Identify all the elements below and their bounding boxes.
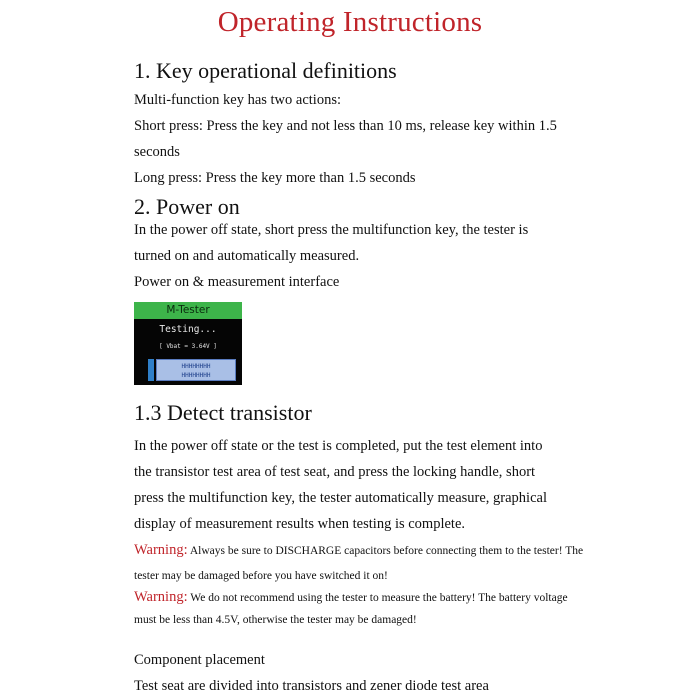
key-defs-line: seconds [134,144,180,160]
tester-screen-image [134,302,242,385]
warning-text: We do not recommend using the tester to measure the battery! The battery voltage [190,592,568,604]
power-on-line: Power on & measurement interface [134,274,340,290]
warning-text: Always be sure to DISCHARGE capacitors before connecting them to the tester! The [189,545,584,557]
power-on-line: turned on and automatically measured. [134,248,360,264]
section-heading-detect-transistor: 1.3 Detect transistor [134,400,312,425]
screen-status-text: Testing... [159,324,217,335]
warning-label: Warning: [134,589,188,605]
detect-line: the transistor test area of test seat, and press the locking handle, short [134,464,536,480]
section-heading-power-on: 2. Power on [134,194,240,219]
key-defs-line: Short press: Press the key and not less than 10 ms, release key within 1.5 [134,118,557,134]
screen-result-block [156,359,236,381]
page-title: Operating Instructions [217,6,483,38]
detect-line: display of measurement results when testing is complete. [134,516,466,532]
screen-vbat-readout: [ Vbat = 3.64V ] [159,343,217,350]
detect-line: In the power off state or the test is completed, put the test element into [134,438,543,454]
warning-label: Warning: [134,542,188,558]
warning-text-continued: must be less than 4.5V, otherwise the tester may be damaged! [134,614,417,626]
screen-block-line: HHHHHHHH [181,363,211,370]
warning-block [134,589,568,606]
screen-block-line: HHHHHHHH [181,372,211,379]
power-on-line: In the power off state, short press the multifunction key, the tester is [134,222,529,238]
key-defs-line: Long press: Press the key more than 1.5 seconds [134,170,416,186]
screen-title-bar: M-Tester [134,302,242,319]
section-heading-key-definitions: 1. Key operational definitions [134,58,397,83]
component-placement-line: Test seat are divided into transistors and zener diode test area [134,678,489,694]
component-placement-heading: Component placement [134,652,265,668]
key-defs-line: Multi-function key has two actions: [134,92,341,108]
detect-line: press the multifunction key, the tester automatically measure, graphical [134,490,547,506]
warning-text-continued: tester may be damaged before you have switched it on! [134,570,388,582]
warning-block [134,542,583,559]
screen-battery-bar [148,359,154,381]
